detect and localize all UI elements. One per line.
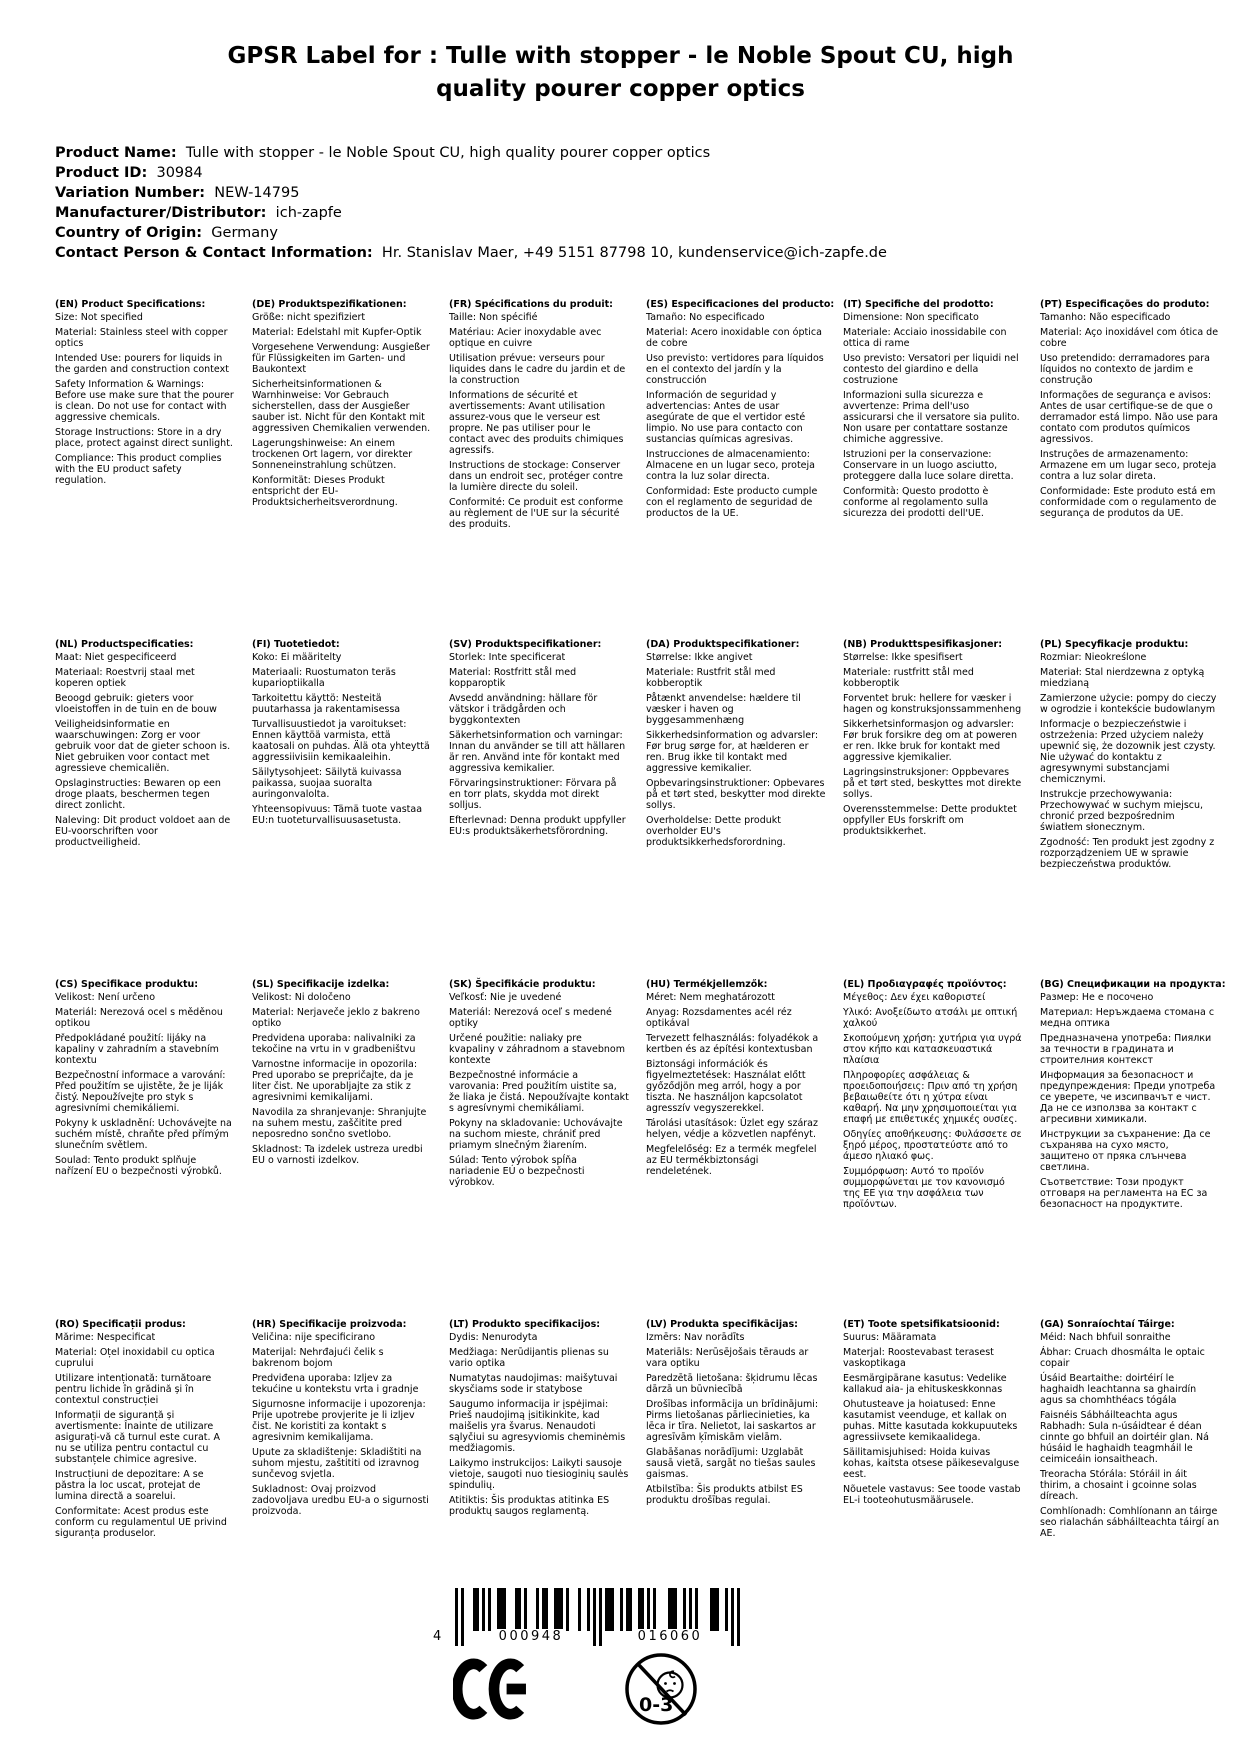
barcode-bar [518, 1588, 521, 1631]
lang-section: Conformité: Ce produit est conforme au règlement de l'UE sur la sécurité des produits. [449, 497, 624, 531]
lang-section: Taille: Non spécifié [449, 312, 538, 324]
ce-mark-icon [453, 1658, 535, 1720]
lang-section: Intended Use: pourers for liquids in the garden and construction context [55, 353, 229, 376]
info-label: Product Name: [55, 144, 177, 161]
lang-section: Efterlevnad: Denna produkt uppfyller EU:s produktsäkerhetsförordning. [449, 815, 626, 838]
barcode-bar [536, 1588, 539, 1631]
lang-section: Instrukcje przechowywania: Przechowywać w suchym miejscu, chronić przed bezpośrednim światłem słonecznym. [1040, 789, 1204, 834]
lang-block-cs [55, 979, 240, 1319]
page-title: GPSR Label for : Tulle with stopper - le Noble Spout CU, high quality pourer copper optics [227, 43, 1014, 103]
lang-section: Úsáid Beartaithe: doirtéirí le haghaidh leachtanna sa ghairdín agus sa chomhthéacs tógála [1040, 1373, 1197, 1407]
product-info-line [55, 243, 1241, 263]
product-info-line [55, 183, 1241, 203]
lang-section: Materiale: rustfritt stål med kobberoptik [843, 667, 974, 690]
barcode-bar [461, 1588, 464, 1646]
lang-section: Μέγεθος: Δεν έχει καθοριστεί [843, 992, 986, 1004]
lang-section: Uso pretendido: derramadores para líquidos no contexto de jardim e construção [1040, 353, 1210, 387]
lang-section: Sikkerhedsinformation og advarsler: Før brug sørge for, at hælderen er ren. Brug ikke til kontakt med aggressive kemikalier. [646, 730, 819, 775]
lang-section: Conformidade: Este produto está em conformidade com o regulamento de segurança de produtos da UE. [1040, 486, 1217, 520]
lang-block-el [843, 979, 1028, 1319]
lang-section: Informacje o bezpieczeństwie i ostrzeżenia: Przed użyciem należy upewnić się, że dozownik jest czysty. Nie używać do kontaktu z agresywnymi substancjami chemicznymi. [1040, 719, 1216, 786]
barcode-bar [725, 1588, 728, 1631]
barcode-bar [653, 1588, 656, 1631]
lang-section: Istruzioni per la conservazione: Conservare in un luogo asciutto, proteggere dalla luce solare diretta. [843, 449, 1014, 483]
lang-section: Nõuetele vastavus: See toode vastab EL-i tooteohutusmäärusele. [843, 1484, 1021, 1507]
lang-section: Overholdelse: Dette produkt overholder EU's produktsikkerhedsforordning. [646, 815, 786, 849]
lang-section: Instrucțiuni de depozitare: A se păstra la loc uscat, protejat de lumina directă a soarelui. [55, 1469, 204, 1503]
lang-section: Materijal: Nehrđajući čelik s bakrenom bojom [252, 1347, 384, 1370]
lang-section: Forventet bruk: hellere for væsker i hagen og konstruksjonssammenheng [843, 693, 1022, 716]
lang-section: Zamierzone użycie: pompy do cieczy w ogrodzie i kontekście budowlanym [1040, 693, 1217, 716]
lang-section: Súlad: Tento výrobok spĺňa nariadenie EÚ o bezpečnosti výrobkov. [449, 1155, 585, 1189]
lang-title: (SL) Specifikacije izdelka: [252, 978, 390, 990]
lang-section: Συμμόρφωση: Αυτό το προϊόν συμμορφώνεται με τον κανονισμό της ΕΕ για την ασφάλεια των προϊόντων. [843, 1166, 1005, 1211]
lang-section: Material: Acero inoxidable con óptica de cobre [646, 327, 822, 350]
lang-block-nl [55, 639, 240, 979]
barcode-bar [455, 1588, 458, 1646]
lang-section: Påtænkt anvendelse: hældere til væsker i haven og byggesammenhæng [646, 693, 801, 727]
lang-section: Uso previsto: vertidores para líquidos en el contexto del jardín y la construcción [646, 353, 824, 387]
lang-section: Predviđena uporaba: Izljev za tekućine u kontekstu vrta i gradnje [252, 1373, 419, 1396]
lang-section: Rozmiar: Nieokreślone [1040, 652, 1147, 664]
info-value: NEW-14795 [205, 184, 300, 201]
lang-section: Compliance: This product complies with the EU product safety regulation. [55, 453, 222, 487]
lang-section: Glabāšanas norādījumi: Uzglabāt sausā vietā, sargāt no tiešas saules gaismas. [646, 1447, 816, 1481]
lang-section: Sicherheitsinformationen & Warnhinweise: Vor Gebrauch sicherstellen, dass der Ausgießer sauber ist. Nicht für den Kontakt mit aggressiven Chemikalien verwenden. [252, 379, 431, 435]
lang-section: Předpokládané použití: lijáky na kapaliny v zahradním a stavebním kontextu [55, 1033, 219, 1067]
lang-block-hr [252, 1319, 437, 1659]
lang-section: Upute za skladištenje: Skladištiti na suhom mjestu, zaštititi od izravnog sunčevog svjetla. [252, 1447, 422, 1481]
lang-section: Bezpečnostní informace a varování: Před použitím se ujistěte, že je liják čistý. Nepoužívejte pro styk s agresivními chemikáliemi. [55, 1070, 226, 1115]
lang-section: Vorgesehene Verwendung: Ausgießer für Flüssigkeiten im Garten- und Baukontext [252, 342, 430, 376]
lang-title: (NB) Produkttspesifikasjoner: [843, 638, 1003, 650]
lang-title: (SK) Špecifikácie produktu: [449, 978, 596, 990]
lang-section: Overensstemmelse: Dette produktet oppfyller EUs forskrift om produktsikkerhet. [843, 804, 1017, 838]
lang-section: Opbevaringsinstruktioner: Opbevares på et tørt sted, beskytter mod direkte sollys. [646, 778, 826, 812]
barcode-bar [731, 1588, 734, 1646]
lang-section: Tarkoitettu käyttö: Nesteitä puutarhassa ja rakentamisessa [252, 693, 401, 716]
lang-block-et [843, 1319, 1028, 1659]
lang-title: (PT) Especificações do produto: [1040, 298, 1210, 310]
lang-title: (EN) Product Specifications: [55, 298, 206, 310]
lang-section: Materiale: Acciaio inossidabile con ottica di rame [843, 327, 1007, 350]
lang-section: Beoogd gebruik: gieters voor vloeistoffen in de tuin en de bouw [55, 693, 217, 716]
barcode-bar [587, 1588, 590, 1631]
lang-section: Veličina: nije specificirano [252, 1332, 376, 1344]
lang-section: Dydis: Nenurodyta [449, 1332, 538, 1344]
lang-section: Medžiaga: Nerūdijantis plienas su vario optika [449, 1347, 609, 1370]
lang-section: Σκοπούμενη χρήση: χυτήρια για υγρά στον κήπο και κατασκευαστικά πλαίσια [843, 1033, 1022, 1067]
info-value: ich-zapfe [266, 204, 342, 221]
lang-section: Comhlíonadh: Comhlíonann an táirge seo rialachán sábháilteachta táirgí an AE. [1040, 1506, 1220, 1540]
lang-block-ga [1040, 1319, 1225, 1659]
lang-section: Размер: Не е посочено [1040, 992, 1154, 1004]
lang-section: Opslaginstructies: Bewaren op een droge plaats, beschermen tegen direct zonlicht. [55, 778, 221, 812]
barcode-lead-digit: 4 [433, 1629, 442, 1644]
lang-section: Conformidad: Este producto cumple con el reglamento de seguridad de productos de la UE. [646, 486, 818, 520]
lang-section: Ohutusteave ja hoiatused: Enne kasutamist veenduge, et kallak on puhas. Mitte kasutada kokkupuuteks agressiivsete kemikaalidega. [843, 1399, 1018, 1444]
lang-section: Eesmärgipärane kasutus: Vedelike kallakud aia- ja ehituskeskkonnas [843, 1373, 1007, 1396]
lang-section: Material: Aço inoxidável com ótica de cobre [1040, 327, 1219, 350]
lang-section: Skladnost: Ta izdelek ustreza uredbi EU o varnosti izdelkov. [252, 1144, 423, 1167]
info-label: Manufacturer/Distributor: [55, 204, 267, 221]
lang-section: Материал: Неръждаема стомана с медна оптика [1040, 1007, 1215, 1030]
lang-section: Material: Nerjaveče jeklo z bakreno optiko [252, 1007, 420, 1030]
lang-title: (ES) Especificaciones del producto: [646, 298, 835, 310]
lang-section: Anyag: Rozsdamentes acél réz optikával [646, 1007, 792, 1030]
lang-section: Informazioni sulla sicurezza e avvertenze: Prima dell'uso assicurarsi che il versatore sia pulito. Non usare per contattare sostanze chimiche aggressive. [843, 390, 1020, 446]
lang-section: Varnostne informacije in opozorila: Pred uporabo se prepričajte, da je liter čist. Ne uporabljajte za stik z agresivnimi kemikalijami. [252, 1059, 418, 1104]
lang-section: Atbilstība: Šis produkts atbilst ES produktu drošības regulai. [646, 1484, 803, 1507]
lang-section: Storage Instructions: Store in a dry place, protect against direct sunlight. [55, 427, 233, 450]
lang-block-pl [1040, 639, 1225, 979]
barcode-bar [560, 1588, 563, 1631]
lang-section: Méret: Nem meghatározott [646, 992, 776, 1004]
barcode-bar [695, 1588, 698, 1631]
lang-section: Material: Stainless steel with copper optics [55, 327, 228, 350]
lang-section: Informations de sécurité et avertissements: Avant utilisation assurez-vous que le verseur est propre. Ne pas utiliser pour le contact avec des produits chimiques agressifs. [449, 390, 624, 457]
product-info [55, 143, 1241, 263]
lang-block-sl [252, 979, 437, 1319]
lang-section: Säilitamisjuhised: Hoida kuivas kohas, kaitsta otsese päikesevalguse eest. [843, 1447, 1020, 1481]
lang-block-nb [843, 639, 1028, 979]
lang-section: Turvallisuustiedot ja varoitukset: Ennen käyttöä varmista, että kaatosali on puhdas. Älä ota yhteyttä aggressiivisiin kemikaaleihin. [252, 719, 430, 764]
lang-section: Bezpečnostné informácie a varovania: Pred použitím uistite sa, že liaka je čistá. Nepoužívajte kontakt s agresívnymi chemikáliami. [449, 1070, 629, 1115]
lang-title: (HU) Termékjellemzők: [646, 978, 768, 990]
lang-block-sk [449, 979, 634, 1319]
lang-block-fr [449, 299, 634, 639]
lang-title: (DE) Produktspezifikationen: [252, 298, 407, 310]
barcode-bar [476, 1588, 479, 1631]
lang-title: (CS) Specifikace produktu: [55, 978, 199, 990]
barcode-left-group: 000948 [498, 1629, 564, 1644]
ean-barcode [433, 1588, 740, 1648]
lang-section: Conformità: Questo prodotto è conforme al regolamento sulla sicurezza dei prodotti dell'UE. [843, 486, 989, 520]
lang-section: Matériau: Acier inoxydable avec optique en cuivre [449, 327, 602, 350]
age-warning-label: 0-3 [639, 1694, 674, 1716]
lang-section: Biztonsági információk és figyelmeztetések: Használat előtt győződjön meg arról, hogy a por tiszta. Ne használjon kapcsolatot agresszív vegyszerekkel. [646, 1059, 806, 1115]
lang-title: (FI) Tuotetiedot: [252, 638, 340, 650]
lang-section: Méid: Nach bhfuil sonraithe [1040, 1332, 1171, 1344]
info-label: Contact Person & Contact Information: [55, 244, 373, 261]
lang-section: Förvaringsinstruktioner: Förvara på en torr plats, skydda mot direkt solljus. [449, 778, 617, 812]
lang-section: Съответствие: Този продукт отговаря на регламента на ЕС за безопасност на продуктите. [1040, 1177, 1208, 1211]
lang-section: Uso previsto: Versatori per liquidi nel contesto del giardino e della costruzione [843, 353, 1019, 387]
lang-section: Numatytas naudojimas: maišytuvai skysčiams sode ir statybose [449, 1373, 618, 1396]
lang-section: Material: Rostfritt stål med kopparoptik [449, 667, 577, 690]
lang-title: (RO) Specificații produs: [55, 1318, 186, 1330]
lang-section: Velikost: Ni določeno [252, 992, 351, 1004]
lang-title: (NL) Productspecificaties: [55, 638, 194, 650]
lang-block-de [252, 299, 437, 639]
lang-title: (DA) Produktspecifikationer: [646, 638, 800, 650]
barcode-bar [566, 1588, 569, 1631]
lang-section: Materjal: Roostevabast terasest vaskoptikaga [843, 1347, 994, 1370]
lang-section: Materiaal: Roestvrij staal met koperen optiek [55, 667, 195, 690]
lang-section: Tamaño: No especificado [646, 312, 765, 324]
lang-section: Drošības informācija un brīdinājumi: Pirms lietošanas pārliecinieties, ka lēca ir tīra. Nelietot, lai saskartos ar agresīvām ķīmiskām vielām. [646, 1399, 819, 1444]
barcode-bar [593, 1588, 596, 1646]
lang-section: Ábhar: Cruach dhosmálta le optaic copair [1040, 1347, 1205, 1370]
lang-title: (HR) Specifikacije proizvoda: [252, 1318, 407, 1330]
barcode-bar [503, 1588, 506, 1631]
lang-section: Treoracha Stórála: Stóráil in áit thirim, a chosaint i gcoinne solas díreach. [1040, 1469, 1197, 1503]
lang-title: (EL) Προδιαγραφές προϊόντος: [843, 978, 1007, 990]
lang-section: Πληροφορίες ασφάλειας & προειδοποιήσεις: Πριν από τη χρήση βεβαιωθείτε ότι η χύτρα είναι καθαρή. Να μην χρησιμοποιείται για επαφή με επιθετικές χημικές ουσίες. [843, 1070, 1018, 1126]
lang-section: Avsedd användning: hällare för vätskor i trädgården och byggkontexten [449, 693, 598, 727]
lang-section: Säkerhetsinformation och varningar: Innan du använder se till att hällaren är ren. Använd inte för kontakt med aggressiva kemikalier. [449, 730, 626, 775]
lang-section: Laikymo instrukcijos: Laikyti sausoje vietoje, saugoti nuo tiesioginių saulės spindulių. [449, 1458, 629, 1492]
lang-section: Инструкции за съхранение: Да се съхранява на сухо място, защитено от пряка слънчева светлина. [1040, 1129, 1211, 1174]
barcode-bar [647, 1588, 650, 1631]
lang-section: Predvidena uporaba: nalivalniki za tekočine na vrtu in v gradbeništvu [252, 1033, 416, 1056]
lang-section: Paredzētā lietošana: šķidrumu lēcas dārzā un būvniecībā [646, 1373, 818, 1396]
barcode-bar [641, 1588, 644, 1631]
lang-title: (LT) Produkto specifikacijos: [449, 1318, 601, 1330]
lang-block-bg [1040, 979, 1225, 1319]
barcode-bar [599, 1588, 602, 1646]
lang-section: Koko: Ei määritelty [252, 652, 342, 664]
lang-block-es [646, 298, 835, 639]
info-value: Hr. Stanislav Maer, +49 5151 87798 10, kundenservice@ich-zapfe.de [372, 244, 887, 261]
lang-section: Yhteensopivuus: Tämä tuote vastaa EU:n tuoteturvallisuusasetusta. [252, 804, 423, 827]
lang-section: Οδηγίες αποθήκευσης: Φυλάσσετε σε ξηρό μέρος, προστατεύστε από το άμεσο ηλιακό φως. [843, 1129, 1022, 1163]
lang-title: (LV) Produkta specifikācijas: [646, 1318, 798, 1330]
lang-section: Größe: nicht spezifiziert [252, 312, 366, 324]
age-warning-0-3-icon [622, 1650, 700, 1728]
lang-section: Pokyny na skladovanie: Uchovávajte na suchom mieste, chrániť pred priamym slnečným žiarením. [449, 1118, 623, 1152]
lang-title: (FR) Spécifications du produit: [449, 298, 613, 310]
lang-section: Suurus: Määramata [843, 1332, 937, 1344]
lang-section: Konformität: Dieses Produkt entspricht der EU-Produktsicherheitsverordnung. [252, 475, 398, 509]
lang-section: Информация за безопасност и предупреждения: Преди употреба се уверете, че изсипвачът е чист. Да не се използва за контакт с агресивни химикали. [1040, 1070, 1216, 1126]
lang-section: Conformitate: Acest produs este conform cu regulamentul UE privind siguranța produselor. [55, 1506, 227, 1540]
lang-section: Størrelse: Ikke angivet [646, 652, 753, 664]
lang-section: Utilisation prévue: verseurs pour liquides dans le cadre du jardin et de la construction [449, 353, 626, 387]
language-grid [55, 299, 1241, 1659]
barcode-bar [716, 1588, 719, 1631]
lang-section: Sikkerhetsinformasjon og advarsler: Før bruk forsikre deg om at poweren er ren. Ikke bruk for kontakt med aggressive kjemikalier. [843, 719, 1017, 764]
barcode-bar [611, 1588, 614, 1631]
lang-title: (IT) Specifiche del prodotto: [843, 298, 994, 310]
lang-section: Información de seguridad y advertencias: Antes de usar asegúrate de que el vertidor esté limpio. No use para contacto con sustancias químicas agresivas. [646, 390, 806, 446]
lang-section: Tamanho: Não especificado [1040, 312, 1171, 324]
lang-section: Instruções de armazenamento: Armazene em um lugar seco, proteja contra a luz solar direta. [1040, 449, 1217, 483]
lang-section: Materiál: Nerezová oceľ s medené optiky [449, 1007, 612, 1030]
lang-section: Instructions de stockage: Conserver dans un endroit sec, protéger contre la lumière directe du soleil. [449, 460, 623, 494]
barcode-bar [488, 1588, 491, 1631]
product-info-line [55, 163, 1241, 183]
lang-section: Mărime: Nespecificat [55, 1332, 156, 1344]
lang-block-hu [646, 979, 831, 1319]
barcode-bar [482, 1588, 485, 1631]
lang-section: Størrelse: Ikke spesifisert [843, 652, 963, 664]
barcode-bar [629, 1588, 632, 1631]
info-value: 30984 [147, 164, 203, 181]
lang-section: Faisnéis Sábháilteachta agus Rabhadh: Sula n-úsáidtear é déan cinnte go bhfuil an doirtéir glan. Ná húsáid le haghaidh teagmháil le ceimiceáin ionsaitheach. [1040, 1410, 1209, 1466]
lang-section: Megfelelőség: Ez a termék megfelel az EU termékbiztonsági rendeletének. [646, 1144, 817, 1178]
barcode-bar [578, 1588, 581, 1631]
product-info-line [55, 223, 1241, 243]
lang-section: Saugumo informacija ir įspėjimai: Prieš naudojimą įsitikinkite, kad maišelis yra švarus. Nenaudoti sąlyčiui su agresyviomis cheminėmis medžiagomis. [449, 1399, 626, 1455]
lang-section: Určené použitie: naliaky pre kvapaliny v záhradnom a stavebnom kontexte [449, 1033, 625, 1067]
lang-section: Utilizare intenționată: turnătoare pentru lichide în grădină și în contextul construcției [55, 1373, 212, 1407]
lang-section: Sukladnost: Ovaj proizvod zadovoljava uredbu EU-a o sigurnosti proizvoda. [252, 1484, 429, 1518]
lang-section: Material: Edelstahl mit Kupfer-Optik [252, 327, 422, 339]
lang-section: Υλικό: Ανοξείδωτο ατσάλι με οπτική χαλκού [843, 1007, 1018, 1030]
lang-section: Lagringsinstruksjoner: Oppbevares på et tørt sted, beskyttes mot direkte sollys. [843, 767, 1022, 801]
barcode-right-group: 016060 [637, 1629, 703, 1644]
barcode-bar [524, 1588, 527, 1631]
lang-section: Velikost: Není určeno [55, 992, 156, 1004]
lang-section: Lagerungshinweise: An einem trockenen Ort lagern, vor direkter Sonneneinstrahlung schützen. [252, 438, 413, 472]
lang-block-it [843, 299, 1028, 639]
lang-section: Material: Oțel inoxidabil cu optica cuprului [55, 1347, 215, 1370]
lang-section: Maat: Niet gespecificeerd [55, 652, 177, 664]
info-label: Product ID: [55, 164, 148, 181]
lang-block-sv [449, 639, 634, 979]
lang-title: (ET) Toote spetsifikatsioonid: [843, 1318, 1000, 1330]
barcode-bar [545, 1588, 548, 1631]
lang-block-fi [252, 639, 437, 979]
lang-block-pt [1040, 299, 1225, 639]
lang-title: (GA) Sonraíochtaí Táirge: [1040, 1318, 1175, 1330]
lang-section: Navodila za shranjevanje: Shranjujte na suhem mestu, zaščitite pred neposredno sončno svetlobo. [252, 1107, 427, 1141]
lang-block-ro [55, 1319, 240, 1659]
lang-section: Veľkosť: Nie je uvedené [449, 992, 562, 1004]
barcode-bar [674, 1588, 677, 1631]
lang-section: Tervezett felhasználás: folyadékok a kertben és az építési kontextusban [646, 1033, 819, 1056]
info-label: Variation Number: [55, 184, 206, 201]
barcode-bar [620, 1588, 623, 1631]
barcode-bar [683, 1588, 686, 1631]
lang-section: Materiaali: Ruostumaton teräs kuparioptiikalla [252, 667, 396, 690]
lang-section: Предназначена употреба: Пиялки за течности в градината и строителния контекст [1040, 1033, 1212, 1067]
lang-title: (PL) Specyfikacje produktu: [1040, 638, 1189, 650]
lang-section: Atitiktis: Šis produktas atitinka ES produktų saugos reglamentą. [449, 1495, 610, 1518]
lang-section: Size: Not specified [55, 312, 143, 324]
lang-title: (BG) Спецификации на продукта: [1040, 978, 1226, 990]
lang-section: Instrucciones de almacenamiento: Almacene en un lugar seco, proteja contra la luz solar directa. [646, 449, 815, 483]
lang-section: Zgodność: Ten produkt jest zgodny z rozporządzeniem UE w sprawie bezpieczeństwa produktów. [1040, 837, 1215, 871]
info-value: Tulle with stopper - le Noble Spout CU, high quality pourer copper optics [176, 144, 711, 161]
barcode-bar [689, 1588, 692, 1631]
lang-section: Storlek: Inte specificerat [449, 652, 566, 664]
lang-section: Dimensione: Non specificato [843, 312, 979, 324]
lang-section: Sigurnosne informacije i upozorenja: Prije upotrebe provjerite je li izljev čist. Ne koristiti za kontakt s agresivnim kemikalijama. [252, 1399, 426, 1444]
lang-section: Materiale: Rustfrit stål med kobberoptik [646, 667, 776, 690]
info-label: Country of Origin: [55, 224, 203, 241]
lang-section: Tárolási utasítások: Üzlet egy száraz helyen, védje a közvetlen napfényt. [646, 1118, 818, 1141]
lang-block-da [646, 639, 831, 979]
product-info-line [55, 143, 1241, 163]
lang-section: Soulad: Tento produkt splňuje nařízení EU o bezpečnosti výrobků. [55, 1155, 222, 1178]
lang-section: Izmērs: Nav norādīts [646, 1332, 745, 1344]
product-info-line [55, 203, 1241, 223]
lang-block-en [55, 299, 240, 639]
lang-section: Informações de segurança e avisos: Antes de usar certifique-se de que o derramador está limpo. Não use para contato com produtos químicos agressivos. [1040, 390, 1218, 446]
lang-section: Materiál: Nerezová ocel s měděnou optikou [55, 1007, 223, 1030]
lang-section: Säilytysohjeet: Säilytä kuivassa paikassa, suojaa suoralta auringonvalolta. [252, 767, 402, 801]
lang-title: (SV) Produktspecifikationer: [449, 638, 602, 650]
lang-section: Materiāls: Nerūsējošais tērauds ar vara optiku [646, 1347, 809, 1370]
lang-section: Veiligheidsinformatie en waarschuwingen: Zorg er voor gebruik voor dat de gieter schoon is. Niet gebruiken voor contact met agressieve chemicaliën. [55, 719, 231, 775]
info-value: Germany [202, 224, 278, 241]
lang-section: Informații de siguranță și avertismente: Înainte de utilizare asigurați-vă că turnul este curat. A nu se utiliza pentru contactul cu substanțele chimice agresive. [55, 1410, 221, 1466]
lang-section: Safety Information & Warnings: Before use make sure that the pourer is clean. Do not use for contact with aggressive chemicals. [55, 379, 234, 424]
barcode-bar [737, 1588, 740, 1646]
lang-section: Naleving: Dit product voldoet aan de EU-voorschriften voor productveiligheid. [55, 815, 231, 849]
lang-section: Materiał: Stal nierdzewna z optyką miedzianą [1040, 667, 1205, 690]
lang-section: Pokyny k uskladnění: Uchovávejte na suchém místě, chraňte před přímým slunečním světlem. [55, 1118, 232, 1152]
